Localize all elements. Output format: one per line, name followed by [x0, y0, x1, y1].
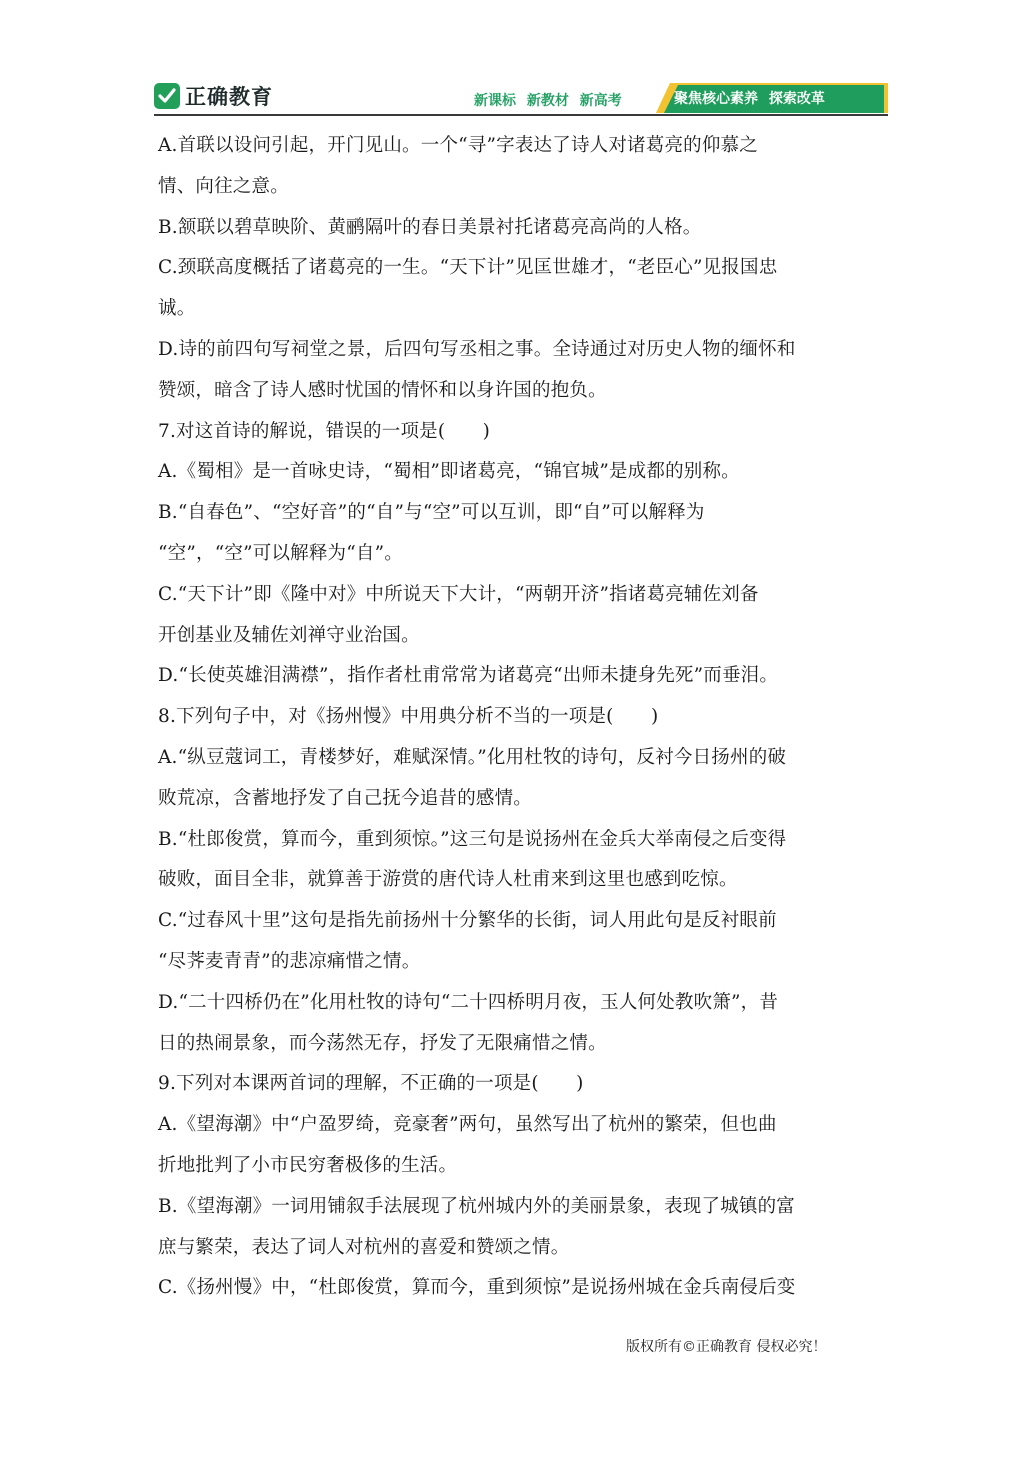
text-line: A.“纵豆蔻词工，青楼梦好，难赋深情。”化用杜牧的诗句，反衬今日扬州的破 — [158, 746, 787, 768]
checkmark-icon — [154, 83, 180, 109]
text-line: C.“过春风十里”这句是指先前扬州十分繁华的长街，词人用此句是反衬眼前 — [158, 910, 777, 932]
text-line: 败荒凉，含蓄地抒发了自己抚今追昔的感情。 — [158, 787, 533, 809]
header-tags: 新课标 新教材 新高考 — [474, 93, 622, 109]
text-line: 赞颂，暗含了诗人感时忧国的情怀和以身许国的抱负。 — [158, 379, 607, 401]
text-line: B.“自春色”、“空好音”的“自”与“空”可以互训，即“自”可以解释为 — [158, 502, 705, 524]
text-line: B.“杜郎俊赏，算而今，重到须惊。”这三句是说扬州在金兵大举南侵之后变得 — [158, 828, 787, 850]
text-line: A.首联以设问引起，开门见山。一个“寻”字表达了诗人对诸葛亮的仰慕之 — [158, 135, 758, 156]
copyright-footer: 版权所有©正确教育 侵权必究！ — [626, 1339, 827, 1355]
slogan-text: 聚焦核心素养 探索改革 — [674, 91, 825, 107]
text-line: B.《望海潮》一词用铺叙手法展现了杭州城内外的美丽景象，表现了城镇的富 — [158, 1195, 795, 1217]
question-7: 7.对这首诗的解说，错误的一项是( ) — [158, 420, 491, 442]
text-line: A.《蜀相》是一首咏史诗，“蜀相”即诸葛亮，“锦官城”是成都的别称。 — [158, 461, 740, 483]
brand-logo — [154, 80, 273, 112]
text-line: A.《望海潮》中“户盈罗绮，竞豪奢”两句，虽然写出了杭州的繁荣，但也曲 — [158, 1114, 777, 1136]
text-line: 开创基业及辅佐刘禅守业治国。 — [158, 624, 420, 646]
text-line: “尽荠麦青青”的悲凉痛惜之情。 — [158, 950, 421, 972]
text-line: C.颈联高度概括了诸葛亮的一生。“天下计”见匡世雄才，“老臣心”见报国忠 — [158, 257, 778, 279]
text-line: 破败，面目全非，就算善于游赏的唐代诗人杜甫来到这里也感到吃惊。 — [158, 869, 738, 891]
text-line: 诚。 — [158, 298, 196, 320]
text-line: D.“二十四桥仍在”化用杜牧的诗句“二十四桥明月夜，玉人何处教吹箫”，昔 — [158, 991, 779, 1013]
page-header — [154, 76, 888, 116]
logo-text: 正确教育 — [185, 85, 273, 109]
text-line: 折地批判了小市民穷奢极侈的生活。 — [158, 1154, 458, 1176]
document-body — [158, 126, 882, 1309]
text-line: 庶与繁荣，表达了词人对杭州的喜爱和赞颂之情。 — [158, 1236, 570, 1258]
question-8: 8.下列句子中，对《扬州慢》中用典分析不当的一项是( ) — [158, 706, 659, 728]
text-line: 日的热闹景象，而今荡然无存，抒发了无限痛惜之情。 — [158, 1032, 607, 1054]
header-divider — [154, 114, 888, 116]
text-line: D.“长使英雄泪满襟”，指作者杜甫常常为诸葛亮“出师未捷身先死”而垂泪。 — [158, 665, 779, 687]
text-line: C.《扬州慢》中，“杜郎俊赏，算而今，重到须惊”是说扬州城在金兵南侵后变 — [158, 1277, 796, 1299]
text-line: “空”，“空”可以解释为“自”。 — [158, 542, 403, 564]
text-line: C.“天下计”即《隆中对》中所说天下大计，“两朝开济”指诸葛亮辅佐刘备 — [158, 583, 759, 605]
text-line: D.诗的前四句写祠堂之景，后四句写丞相之事。全诗通过对历史人物的缅怀和 — [158, 338, 796, 360]
slogan-banner — [644, 81, 888, 113]
question-9: 9.下列对本课两首词的理解，不正确的一项是( ) — [158, 1073, 584, 1095]
text-line: B.颔联以碧草映阶、黄鹂隔叶的春日美景衬托诸葛亮高尚的人格。 — [158, 216, 702, 238]
text-line: 情、向往之意。 — [158, 175, 289, 197]
